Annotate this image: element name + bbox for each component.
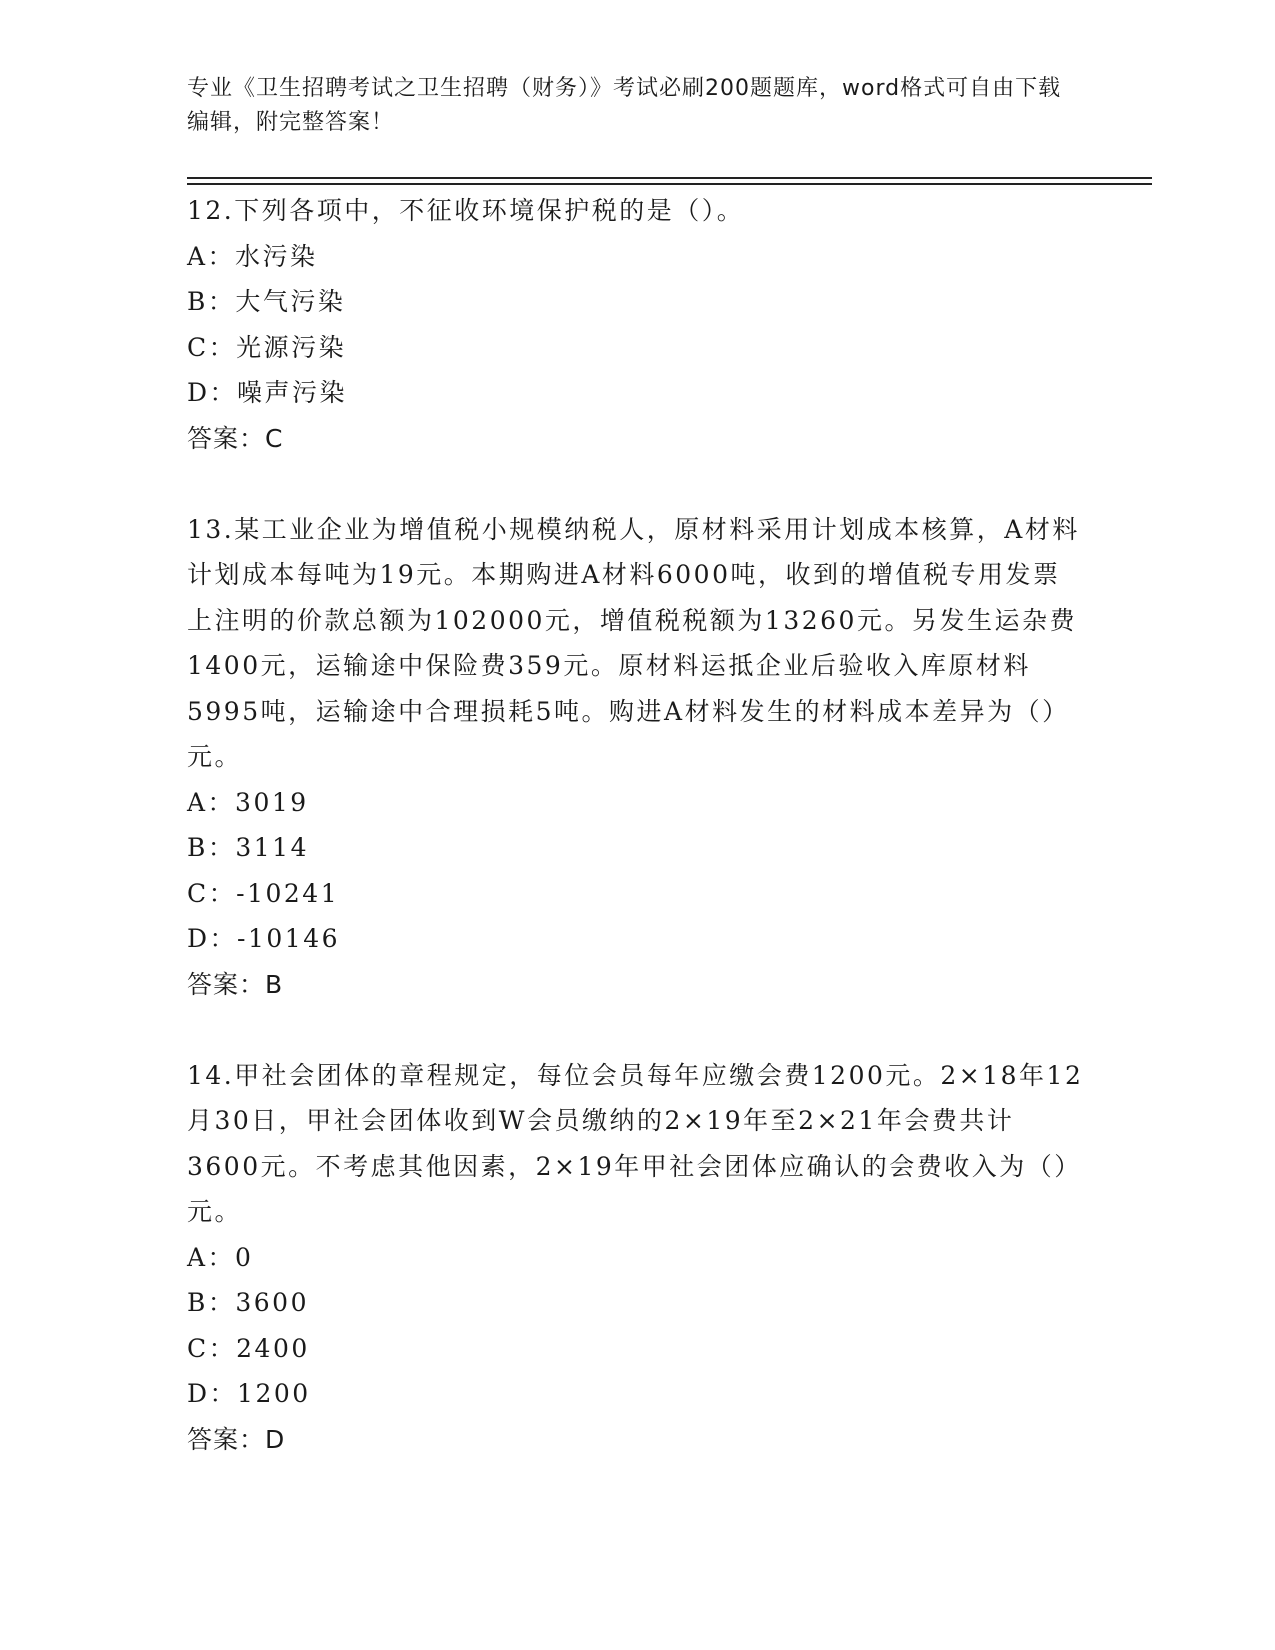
option-c: C：-10241 <box>187 878 340 908</box>
answer-line: 答案：D <box>187 1424 286 1454</box>
option-d: D：1200 <box>187 1379 311 1408</box>
document-header <box>187 72 1067 140</box>
question-list <box>187 188 1087 1462</box>
question-stem: 13.某工业企业为增值税小规模纳税人，原材料采用计划成本核算，A材料计划成本每吨为19元。本期购进A材料6000吨，收到的增值税专用发票上注明的价款总额为102000元，增值税税额为13260元。另发生运杂费1400元，运输途中保险费359元。原材料运抵企业后验收入库原材料5995吨，运输途中合理损耗5吨。购进A材料发生的材料成本差异为（）元。 <box>187 514 1080 771</box>
option-b: B：大气污染 <box>187 287 346 316</box>
option-a: A：3019 <box>187 787 309 817</box>
answer-line: 答案：B <box>187 969 284 999</box>
question-stem: 12.下列各项中，不征收环境保护税的是（）。 <box>187 196 745 225</box>
question-14 <box>187 1053 1087 1463</box>
header-title: 专业《卫生招聘考试之卫生招聘（财务）》考试必刷200题题库，word格式可自由下载编辑，附完整答案！ <box>187 76 1062 135</box>
option-d: D：噪声污染 <box>187 378 348 407</box>
option-d: D：-10146 <box>187 924 341 953</box>
question-stem: 14.甲社会团体的章程规定，每位会员每年应缴会费1200元。2×18年12月30日，甲社会团体收到W会员缴纳的2×19年至2×21年会费共计3600元。不考虑其他因素，2×19年甲社会团体应确认的会费收入为（）元。 <box>187 1060 1084 1226</box>
option-a: A：0 <box>187 1242 254 1272</box>
option-b: B：3600 <box>187 1288 309 1317</box>
option-a: A：水污染 <box>187 241 318 271</box>
option-b: B：3114 <box>187 833 309 862</box>
option-c: C：光源污染 <box>187 332 347 362</box>
question-12 <box>187 188 1087 461</box>
question-spacer <box>187 461 1087 507</box>
question-spacer <box>187 1007 1087 1053</box>
question-13 <box>187 507 1087 1008</box>
answer-line: 答案：C <box>187 423 284 453</box>
header-divider-top <box>187 177 1152 179</box>
header-divider-bottom <box>187 183 1152 185</box>
option-c: C：2400 <box>187 1333 310 1363</box>
